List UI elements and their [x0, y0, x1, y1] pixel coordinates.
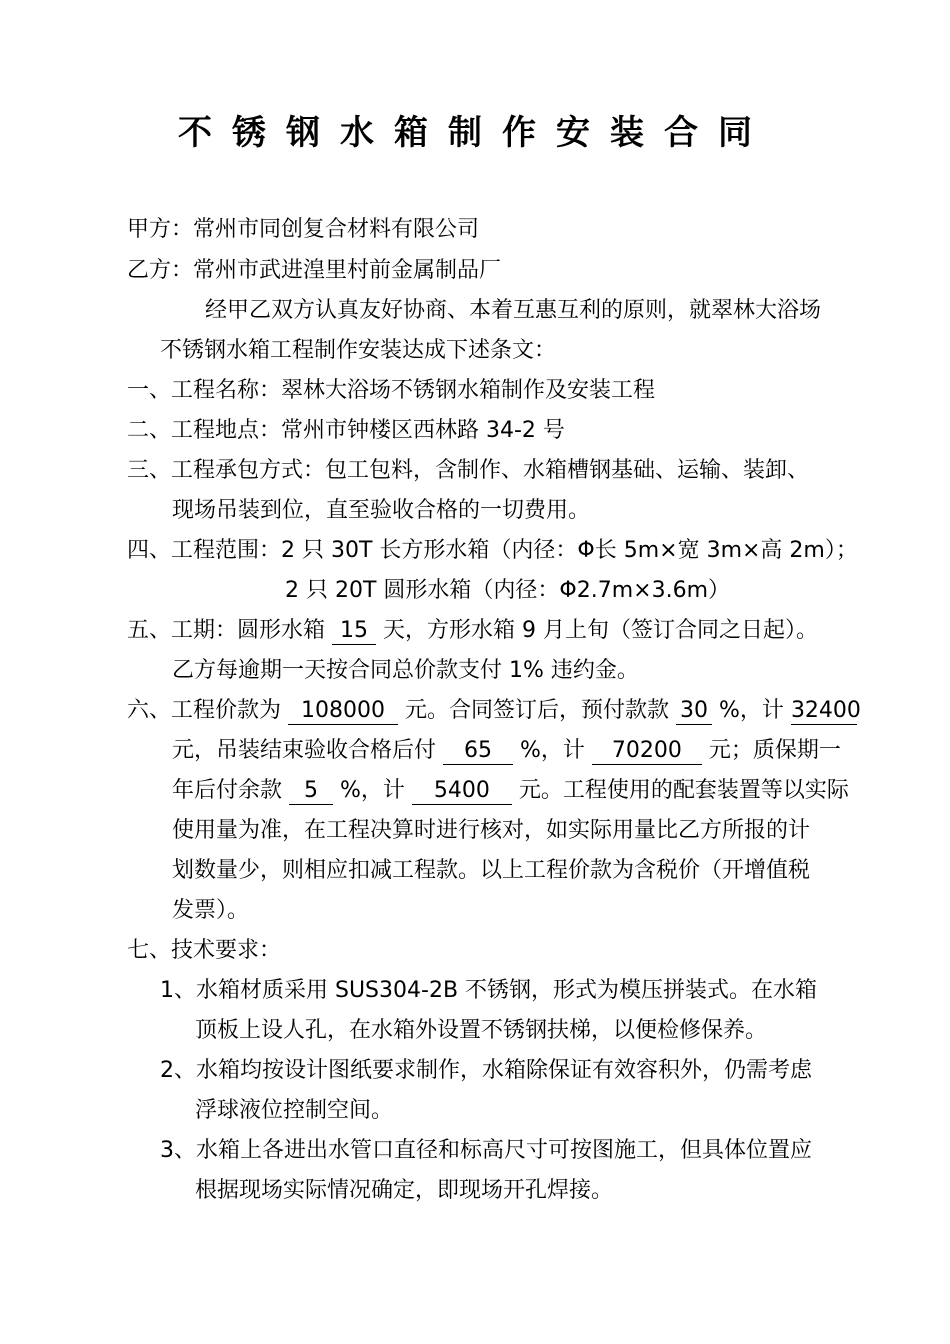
- total-price: 108000: [288, 698, 398, 725]
- intro-line-2: 不锈钢水箱工程制作安装达成下述条文：: [160, 338, 557, 363]
- clause-3-line-2: 现场吊装到位，直至验收合格的一切费用。: [172, 498, 591, 523]
- clause-6-text-3: 元，吊装结束验收合格后付: [172, 738, 437, 763]
- clause-6-text-6: 年后付余款: [172, 778, 283, 803]
- contract-title: 不锈钢水箱制作安装合同: [178, 113, 772, 153]
- clause-4-line-1: 四、工程范围：2 只 30T 长方形水箱（内径：Φ长 5m×宽 3m×高 2m）；: [127, 538, 858, 563]
- clause-6-text-4: %，计: [520, 738, 585, 763]
- clause-6-text-1: 元。合同签订后，预付款款: [405, 698, 670, 723]
- clause-5-suffix: 天，方形水箱 9 月上旬（签订合同之日起）。: [383, 618, 819, 643]
- tech-2-line-2: 浮球液位控制空间。: [195, 1098, 394, 1123]
- advance-amount: 32400: [790, 698, 861, 723]
- clause-3-line-1: 三、工程承包方式：包工包料，含制作、水箱槽钢基础、运输、装卸、: [127, 458, 810, 483]
- clause-6-line-5: 划数量少，则相应扣减工程款。以上工程价款为含税价（开增值税: [172, 858, 811, 883]
- days-value: 15: [332, 618, 376, 645]
- clause-6-text-7: %，计: [340, 778, 405, 803]
- second-amount: 70200: [592, 738, 702, 765]
- tech-1-line-1: 1、水箱材质采用 SUS304-2B 不锈钢，形式为模压拼装式。在水箱: [160, 978, 818, 1003]
- clause-4-line-2: 2 只 20T 圆形水箱（内径：Φ2.7m×3.6m）: [285, 578, 730, 603]
- intro-line-1: 经甲乙双方认真友好协商、本着互惠互利的原则，就翠林大浴场: [205, 298, 822, 323]
- tech-3-line-1: 3、水箱上各进出水管口直径和标高尺寸可按图施工，但具体位置应: [160, 1138, 812, 1163]
- clause-6-line-3: [172, 776, 849, 806]
- tech-3-line-2: 根据现场实际情况确定，即现场开孔焊接。: [195, 1178, 614, 1203]
- clause-6-line-6: 发票）。: [172, 898, 250, 923]
- advance-percent: 30: [676, 698, 712, 725]
- party-a: 甲方：常州市同创复合材料有限公司: [127, 217, 480, 242]
- clause-5-line-2: 乙方每逾期一天按合同总价款支付 1% 违约金。: [172, 658, 639, 683]
- clause-6-line-4: 使用量为准，在工程决算时进行核对，如实际用量比乙方所报的计: [172, 818, 811, 843]
- clause-6-text-2: %，计: [719, 698, 784, 723]
- clause-6-text-8: 元。工程使用的配套装置等以实际: [518, 778, 849, 803]
- clause-6-text-5: 元；质保期一: [708, 738, 841, 763]
- clause-6-prefix: 六、工程价款为: [127, 698, 282, 723]
- clause-7-heading: 七、技术要求：: [127, 938, 282, 963]
- clause-5-prefix: 五、工期：圆形水箱: [127, 618, 326, 643]
- clause-2: 二、工程地点：常州市钟楼区西林路 34-2 号: [127, 418, 565, 443]
- clause-6-line-1: [127, 696, 861, 726]
- clause-1: 一、工程名称：翠林大浴场不锈钢水箱制作及安装工程: [127, 378, 656, 403]
- clause-5-line-1: [127, 616, 818, 646]
- second-percent: 65: [443, 738, 513, 765]
- tech-2-line-1: 2、水箱均按设计图纸要求制作，水箱除保证有效容积外，仍需考虑: [160, 1058, 812, 1083]
- clause-6-line-2: [172, 736, 841, 766]
- balance-amount: 5400: [412, 778, 512, 805]
- tech-1-line-2: 顶板上设人孔，在水箱外设置不锈钢扶梯，以便检修保养。: [195, 1018, 768, 1043]
- party-b: 乙方：常州市武进湟里村前金属制品厂: [127, 258, 502, 283]
- balance-percent: 5: [289, 778, 333, 805]
